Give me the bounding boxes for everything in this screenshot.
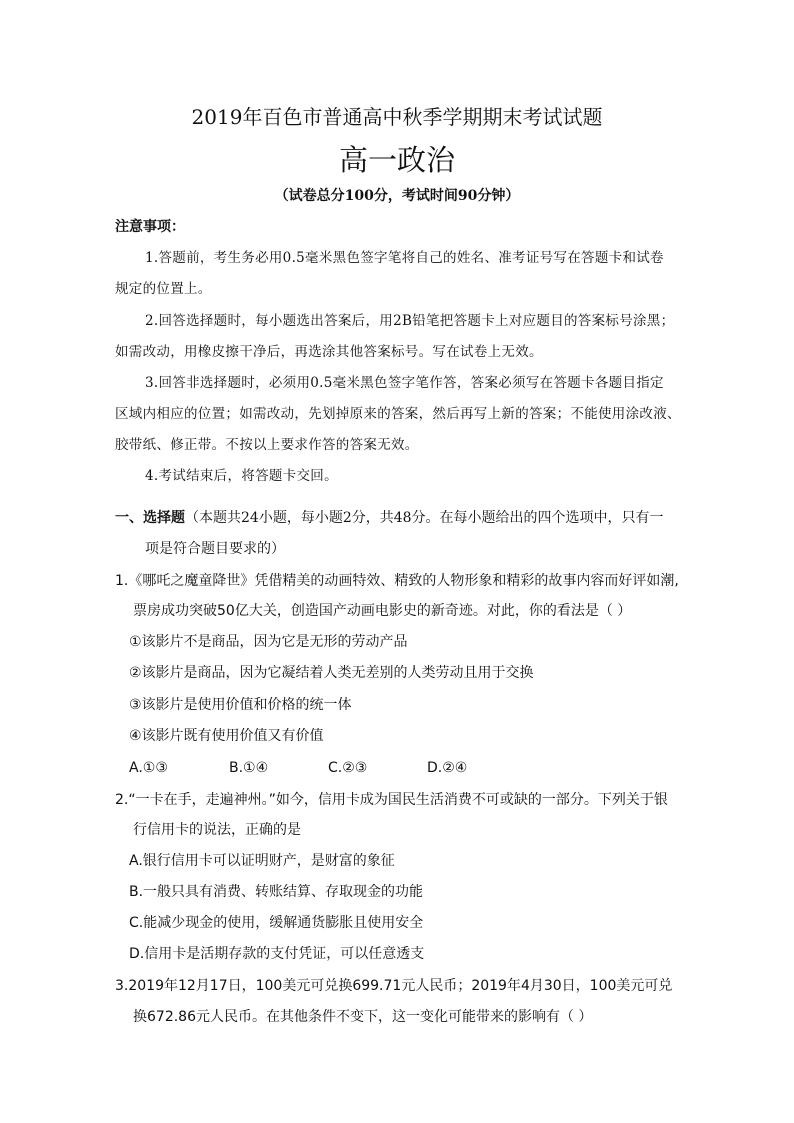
question-2-stem-cont: 行信用卡的说法，正确的是	[133, 822, 301, 838]
question-2-option-d: D.信用卡是活期存款的支付凭证，可以任意透支	[129, 946, 425, 962]
question-1-option-c: C.②③	[328, 760, 368, 776]
notice-title: 注意事项：	[115, 219, 185, 235]
section-number: 一、	[115, 510, 143, 526]
notice-line: 胶带纸、修正带。不按以上要求作答的答案无效。	[115, 437, 419, 453]
question-1-statement: ①该影片不是商品，因为它是无形的劳动产品	[129, 634, 408, 650]
question-1-statement: ③该影片是使用价值和价格的统一体	[129, 697, 352, 713]
exam-meta: （试卷总分100分，考试时间90分钟）	[274, 188, 520, 204]
question-1-statement: ②该影片是商品，因为它凝结着人类无差别的人类劳动且用于交换	[129, 665, 534, 681]
question-1-option-d: D.②④	[427, 760, 468, 776]
question-1-stem: 1.《哪吒之魔童降世》凭借精美的动画特效、精致的人物形象和精彩的故事内容而好评如潮,	[115, 573, 679, 589]
notice-line: 如需改动，用橡皮擦干净后，再选涂其他答案标号。写在试卷上无效。	[115, 344, 543, 360]
section-description-cont: 项是符合题目要求的）	[145, 541, 285, 557]
question-3-stem-cont: 换672.86元人民币。在其他条件不变下，这一变化可能带来的影响有（ ）	[133, 1009, 593, 1025]
question-1-stem-cont: 票房成功突破50亿大关，创造国产动画电影史的新奇迹。对此，你的看法是（ ）	[133, 603, 632, 619]
question-2-option-c: C.能减少现金的使用，缓解通货膨胀且使用安全	[129, 915, 424, 931]
exam-subject: 高一政治	[338, 143, 455, 177]
question-1-statement: ④该影片既有使用价值又有价值	[129, 728, 324, 744]
notice-line: 2.回答选择题时，每小题选出答案后，用2B铅笔把答题卡上对应题目的答案标号涂黑；	[145, 313, 675, 329]
notice-line: 区域内相应的位置；如需改动，先划掉原来的答案，然后再写上新的答案；不能使用涂改液、	[115, 406, 681, 422]
notice-line: 规定的位置上。	[115, 281, 212, 297]
question-1-option-a: A.①③	[129, 760, 168, 776]
question-2-stem: 2.“一卡在手，走遍神州。”如今，信用卡成为国民生活消费不可或缺的一部分。下列关于银	[115, 792, 668, 808]
question-1-option-b: B.①④	[229, 760, 269, 776]
exam-title: 2019年百色市普通高中秋季学期期末考试试题	[191, 105, 603, 129]
notice-line: 3.回答非选择题时，必须用0.5毫米黑色签字笔作答，答案必须写在答题卡各题目指定	[145, 375, 664, 391]
notice-line: 4.考试结束后，将答题卡交回。	[145, 468, 338, 484]
section-description: （本题共24小题，每小题2分，共48分。在每小题给出的四个选项中，只有一	[185, 510, 664, 526]
notice-line: 1.答题前，考生务必用0.5毫米黑色签字笔将自己的姓名、准考证号写在答题卡和试卷	[145, 250, 664, 266]
question-2-option-b: B.一般只具有消费、转账结算、存取现金的功能	[129, 884, 424, 900]
question-3-stem: 3.2019年12月17日，100美元可兑换699.71元人民币；2019年4月30日，100美元可兑	[115, 978, 673, 994]
section-name: 选择题	[143, 510, 185, 526]
section-heading	[115, 507, 664, 529]
question-2-option-a: A.银行信用卡可以证明财产，是财富的象征	[129, 853, 395, 869]
